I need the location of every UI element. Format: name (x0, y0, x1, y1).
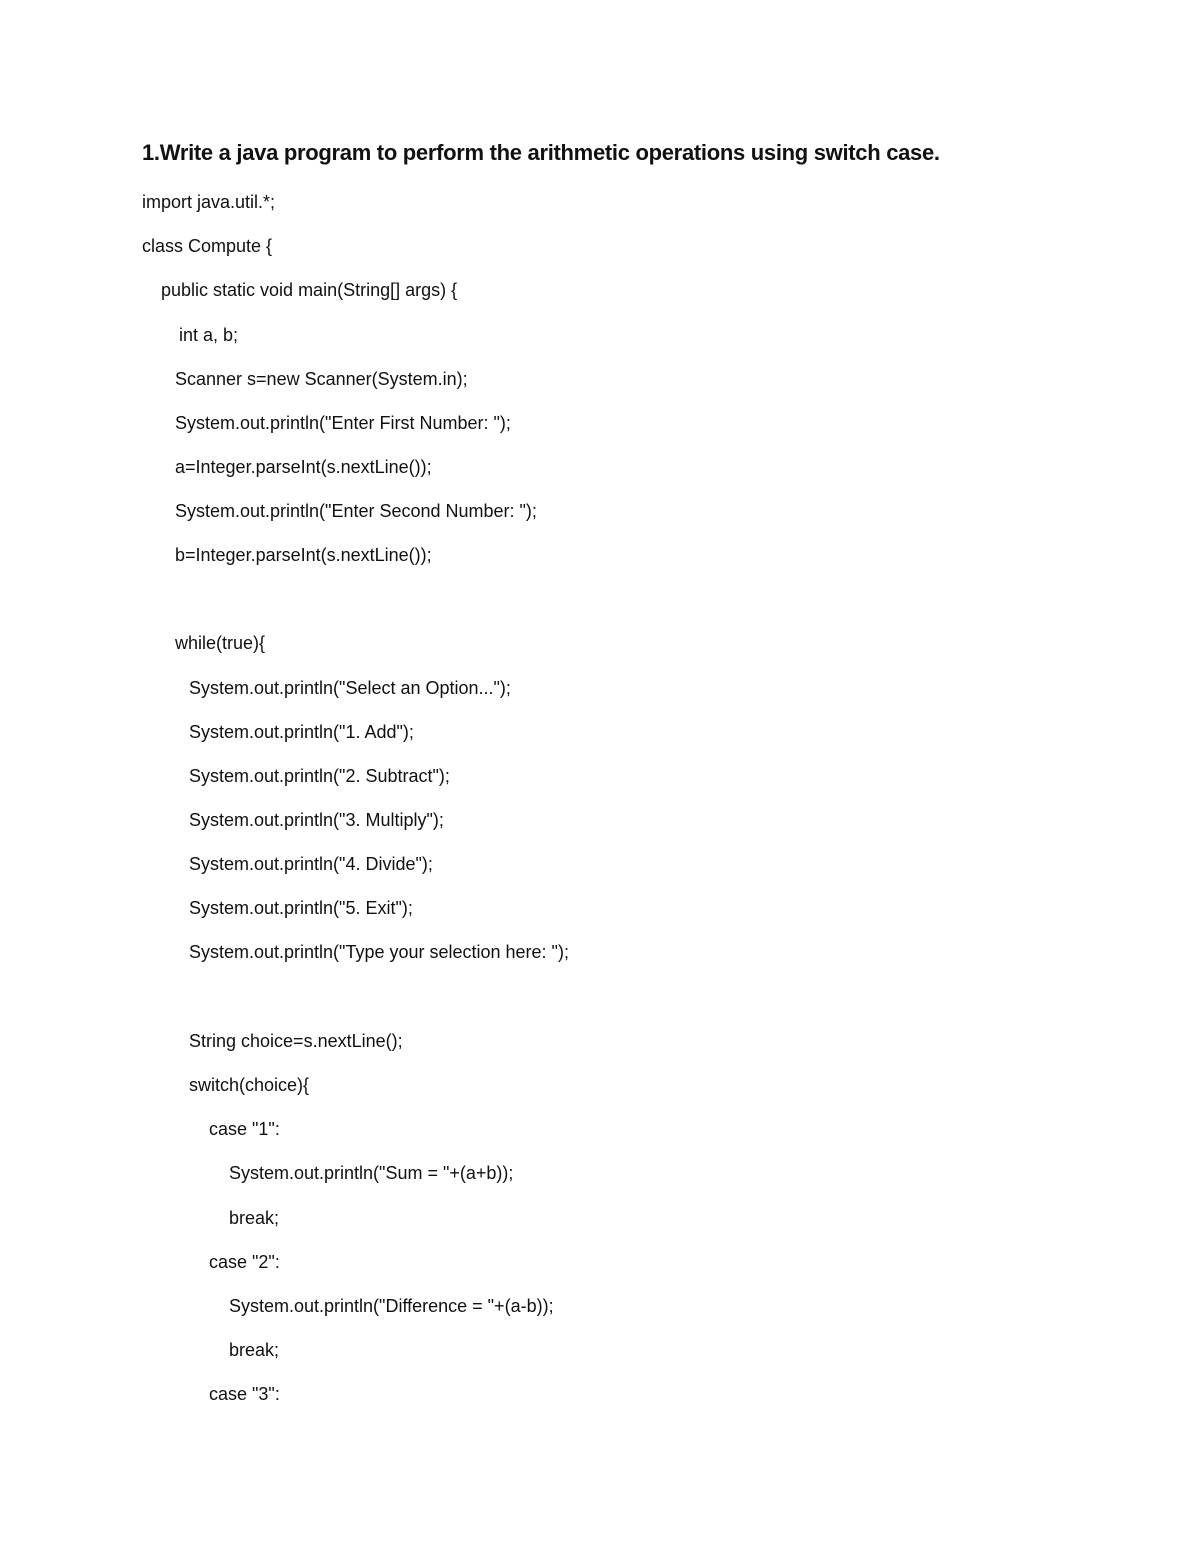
code-line-selection-prompt: System.out.println("Type your selection here: "); (189, 942, 569, 962)
code-line-menu-add: System.out.println("1. Add"); (189, 722, 414, 742)
code-line-menu-multiply: System.out.println("3. Multiply"); (189, 810, 444, 830)
code-line-main-decl: public static void main(String[] args) { (161, 280, 458, 300)
code-line-menu-exit: System.out.println("5. Exit"); (189, 898, 413, 918)
code-line-while: while(true){ (175, 633, 266, 653)
code-line-break-1: break; (229, 1208, 280, 1228)
code-line-case-2: case "2": (209, 1252, 280, 1272)
code-line-menu-title: System.out.println("Select an Option..."); (189, 678, 511, 698)
code-line-scanner: Scanner s=new Scanner(System.in); (175, 369, 468, 389)
code-line-menu-subtract: System.out.println("2. Subtract"); (189, 766, 450, 786)
code-line-import: import java.util.*; (142, 192, 276, 212)
code-line-prompt-second: System.out.println("Enter Second Number: "); (175, 501, 537, 521)
code-line-read-b: b=Integer.parseInt(s.nextLine()); (175, 545, 432, 565)
code-line-prompt-first: System.out.println("Enter First Number: "); (175, 413, 511, 433)
code-line-print-difference: System.out.println("Difference = "+(a-b)); (229, 1296, 554, 1316)
code-line-menu-divide: System.out.println("4. Divide"); (189, 854, 433, 874)
code-line-case-1: case "1": (209, 1119, 280, 1139)
code-line-class-decl: class Compute { (142, 236, 273, 256)
code-line-var-decl: int a, b; (179, 325, 239, 345)
code-line-read-a: a=Integer.parseInt(s.nextLine()); (175, 457, 432, 477)
code-line-read-choice: String choice=s.nextLine(); (189, 1031, 403, 1051)
code-line-print-sum: System.out.println("Sum = "+(a+b)); (229, 1163, 514, 1183)
code-line-break-2: break; (229, 1340, 280, 1360)
code-line-switch: switch(choice){ (189, 1075, 310, 1095)
code-line-case-3: case "3": (209, 1384, 280, 1404)
document-heading: 1.Write a java program to perform the arithmetic operations using switch case. (142, 140, 940, 165)
